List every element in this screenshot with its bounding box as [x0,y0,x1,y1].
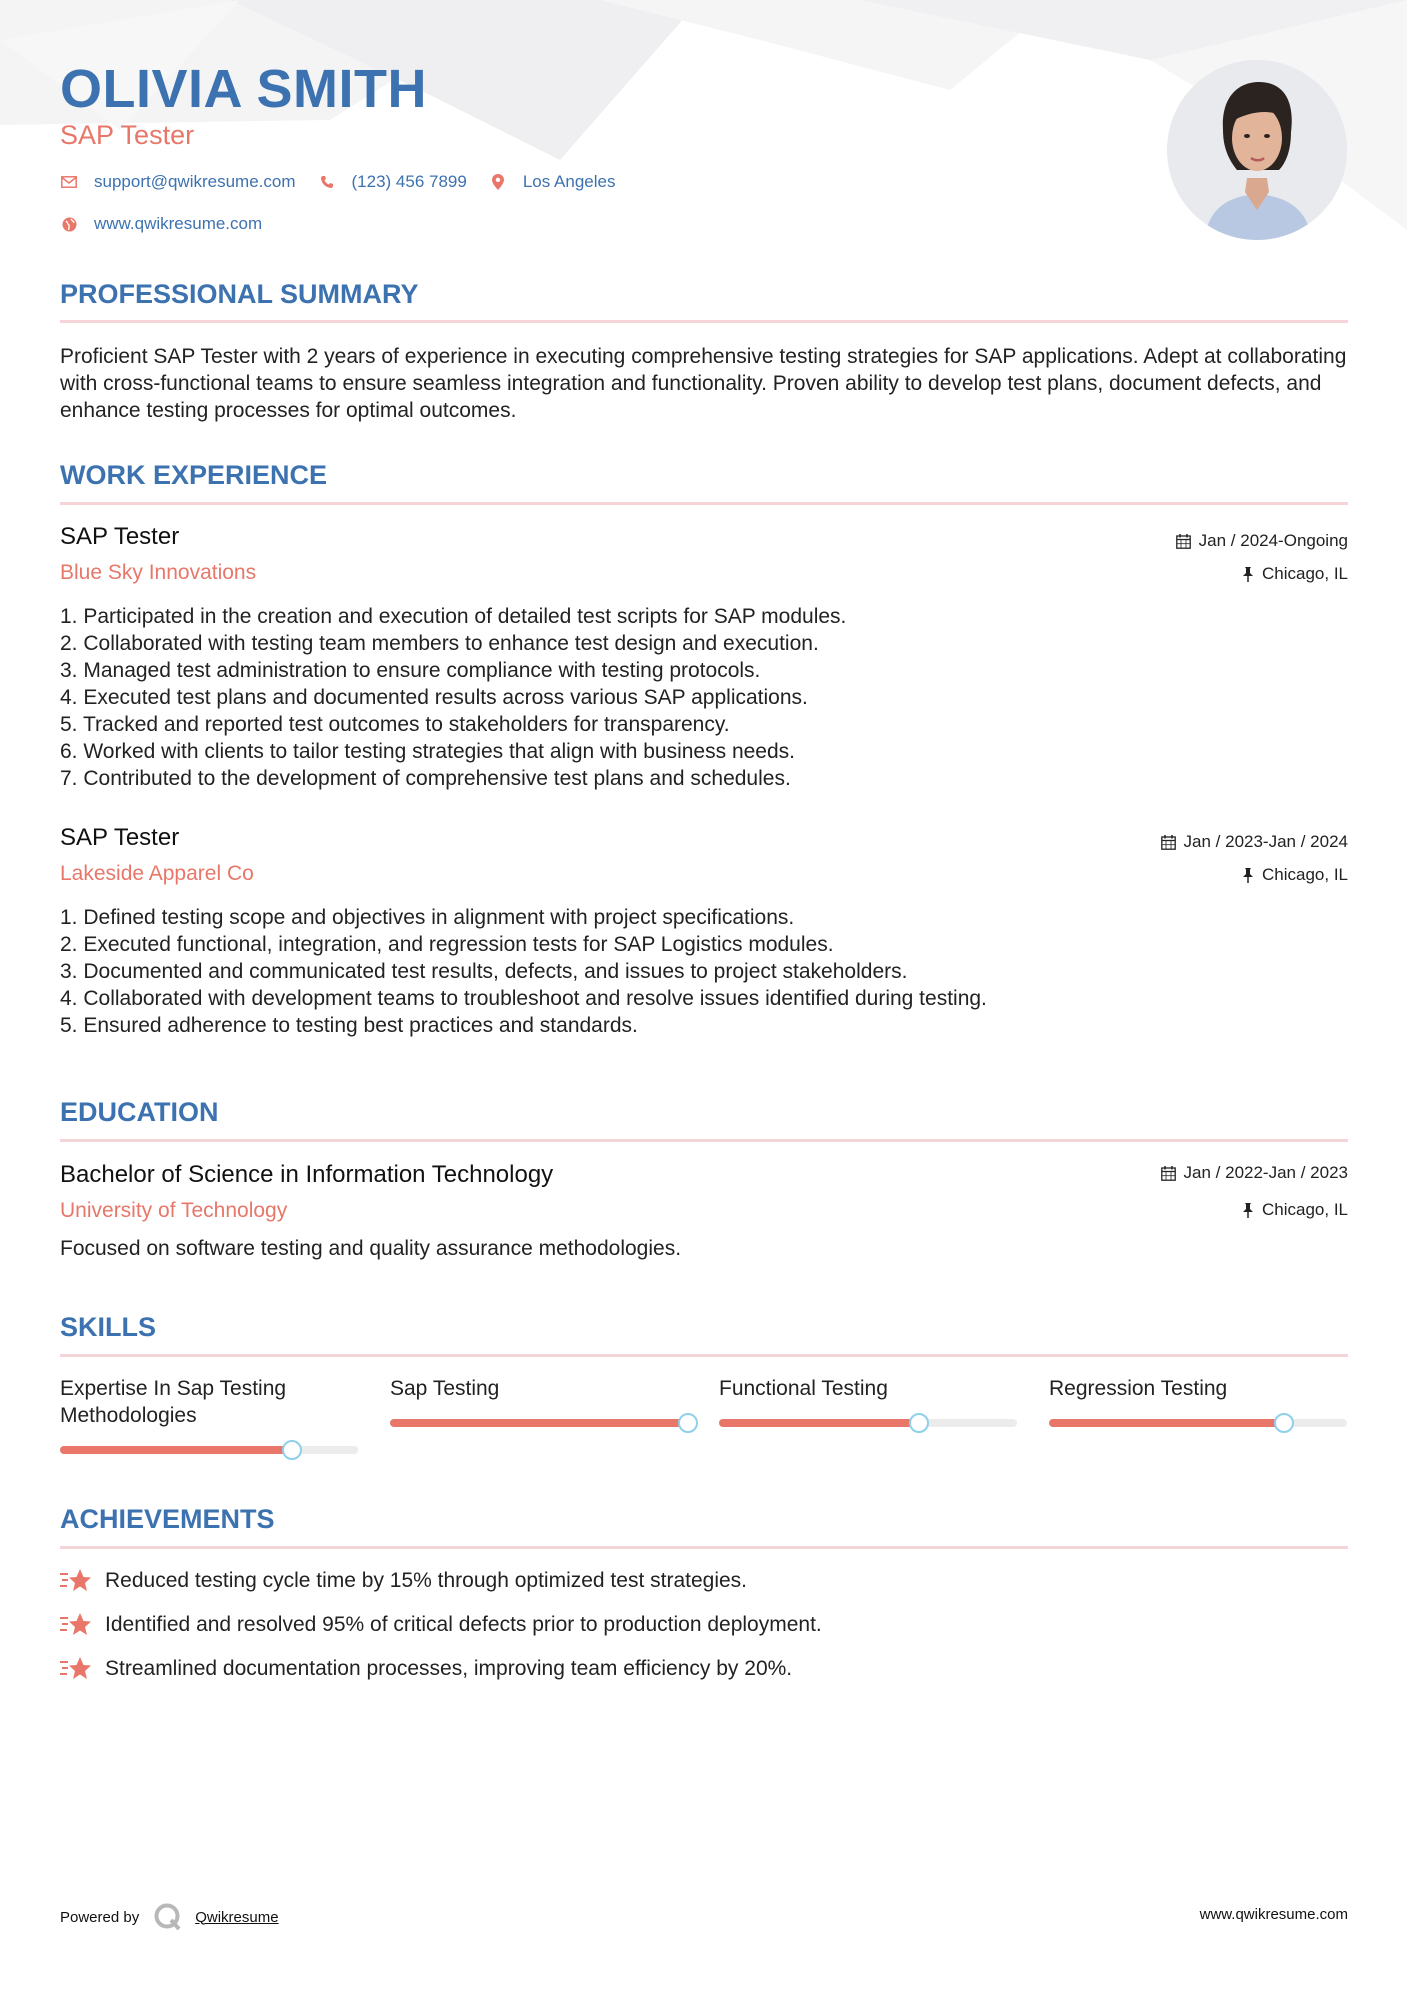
section-title-achievements: ACHIEVEMENTS [60,1504,275,1534]
skill-label: Functional Testing [719,1377,888,1400]
profile-portrait-icon [1167,60,1347,240]
skill-bar-fill [390,1419,688,1427]
skill-bar [1049,1419,1347,1427]
section-divider [60,320,1348,323]
job-dates-text: Jan / 2024-Ongoing [1198,531,1348,550]
achievement-text: Reduced testing cycle time by 15% through optimized test strategies. [105,1569,747,1592]
achievement-text: Streamlined documentation processes, improving team efficiency by 20%. [105,1657,793,1680]
summary-text: Proficient SAP Tester with 2 years of experience in executing comprehensive testing strategies for SAP applications. Adept at collaborating with cross-functional teams to ensure seamless integration and functionality. Proven ability to develop test plans, document defects, and enhance testing processes for optimal outcomes. [60,345,1347,422]
skill-item [390,1375,688,1402]
job-location [1242,865,1348,885]
star-icon [60,1612,92,1638]
skill-item [60,1375,358,1429]
job-company: Blue Sky Innovations [60,561,257,584]
powered-by-text: Powered by [60,1908,140,1926]
star-icon [60,1656,92,1682]
calendar-icon [1161,1166,1176,1181]
list-item: 4. Collaborated with development teams to troubleshoot and resolve issues identified during testing. [60,987,987,1010]
job-title: SAP Tester [60,523,180,550]
list-item: 3. Documented and communicated test results, defects, and issues to project stakeholders. [60,960,908,983]
star-icon [60,1568,92,1594]
skill-bar-fill [60,1446,292,1454]
map-pin-icon [489,173,507,191]
calendar-icon [1176,534,1191,549]
section-divider [60,502,1348,505]
candidate-title: SAP Tester [60,120,195,150]
globe-icon [60,215,78,233]
education-school: University of Technology [60,1199,288,1222]
skill-bar [390,1419,688,1427]
skill-label: Expertise In Sap Testing Methodologies [60,1377,287,1427]
list-item: 3. Managed test administration to ensure compliance with testing protocols. [60,659,761,682]
job-company: Lakeside Apparel Co [60,862,254,885]
list-item: 1. Defined testing scope and objectives in alignment with project specifications. [60,906,795,929]
brand-link[interactable]: Qwikresume [195,1908,279,1926]
job-location [1242,564,1348,584]
contact-website[interactable] [60,214,262,234]
footer-powered-by [60,1902,279,1932]
footer-website[interactable]: www.qwikresume.com [1199,1906,1348,1923]
pushpin-icon [1242,868,1254,883]
skill-bar [60,1446,358,1454]
skill-bar-knob [282,1440,302,1460]
skill-item [1049,1375,1347,1402]
contact-location [489,172,616,192]
pushpin-icon [1242,1203,1254,1218]
list-item: 2. Executed functional, integration, and regression tests for SAP Logistics modules. [60,933,834,956]
list-item: 5. Ensured adherence to testing best practices and standards. [60,1014,638,1037]
achievement-item [60,1568,747,1594]
section-divider [60,1139,1348,1142]
education-dates-text: Jan / 2022-Jan / 2023 [1183,1163,1348,1182]
section-title-summary: PROFESSIONAL SUMMARY [60,279,419,309]
section-divider [60,1354,1348,1357]
job-dates-text: Jan / 2023-Jan / 2024 [1183,832,1348,851]
pushpin-icon [1242,567,1254,582]
candidate-name: OLIVIA SMITH [60,59,427,119]
job-location-text: Chicago, IL [1262,865,1348,884]
email-text: support@qwikresume.com [94,172,296,191]
achievement-item [60,1656,792,1682]
education-location-text: Chicago, IL [1262,1200,1348,1219]
education-degree: Bachelor of Science in Information Technology [60,1161,554,1188]
section-title-skills: SKILLS [60,1312,157,1342]
achievement-item [60,1612,822,1638]
location-text: Los Angeles [522,172,616,191]
education-dates [1161,1163,1348,1183]
qwikresume-logo-icon [153,1902,183,1932]
contact-row-2 [60,214,284,234]
list-item: 1. Participated in the creation and execution of detailed test scripts for SAP modules. [60,605,847,628]
website-text: www.qwikresume.com [94,214,263,233]
section-divider [60,1546,1348,1549]
skill-bar-fill [1049,1419,1284,1427]
skill-bar-knob [678,1413,698,1433]
list-item: 2. Collaborated with testing team members to enhance test design and execution. [60,632,819,655]
job-location-text: Chicago, IL [1262,564,1348,583]
calendar-icon [1161,835,1176,850]
contact-email[interactable] [60,172,296,192]
list-item: 6. Worked with clients to tailor testing strategies that align with business needs. [60,740,795,763]
achievement-text: Identified and resolved 95% of critical defects prior to production deployment. [105,1613,822,1636]
skill-bar-knob [1274,1413,1294,1433]
section-title-education: EDUCATION [60,1097,219,1127]
job-dates [1161,832,1348,852]
education-location [1242,1200,1348,1220]
skill-label: Regression Testing [1049,1377,1228,1400]
skill-bar [719,1419,1017,1427]
job-bullets [60,904,1350,1039]
list-item: 5. Tracked and reported test outcomes to stakeholders for transparency. [60,713,730,736]
skill-label: Sap Testing [390,1377,500,1400]
profile-photo [1167,60,1347,240]
job-title: SAP Tester [60,824,180,851]
phone-icon [318,173,336,191]
section-title-experience: WORK EXPERIENCE [60,460,328,490]
list-item: 7. Contributed to the development of comprehensive test plans and schedules. [60,767,791,790]
job-bullets [60,603,1350,792]
job-dates [1176,531,1348,551]
phone-text: (123) 456 7899 [351,172,467,191]
envelope-icon [60,173,78,191]
skill-item [719,1375,1017,1402]
contact-row [60,172,637,192]
education-description: Focused on software testing and quality assurance methodologies. [60,1237,682,1260]
skill-bar-knob [909,1413,929,1433]
contact-phone[interactable] [318,172,467,192]
skill-bar-fill [719,1419,919,1427]
list-item: 4. Executed test plans and documented results across various SAP applications. [60,686,808,709]
